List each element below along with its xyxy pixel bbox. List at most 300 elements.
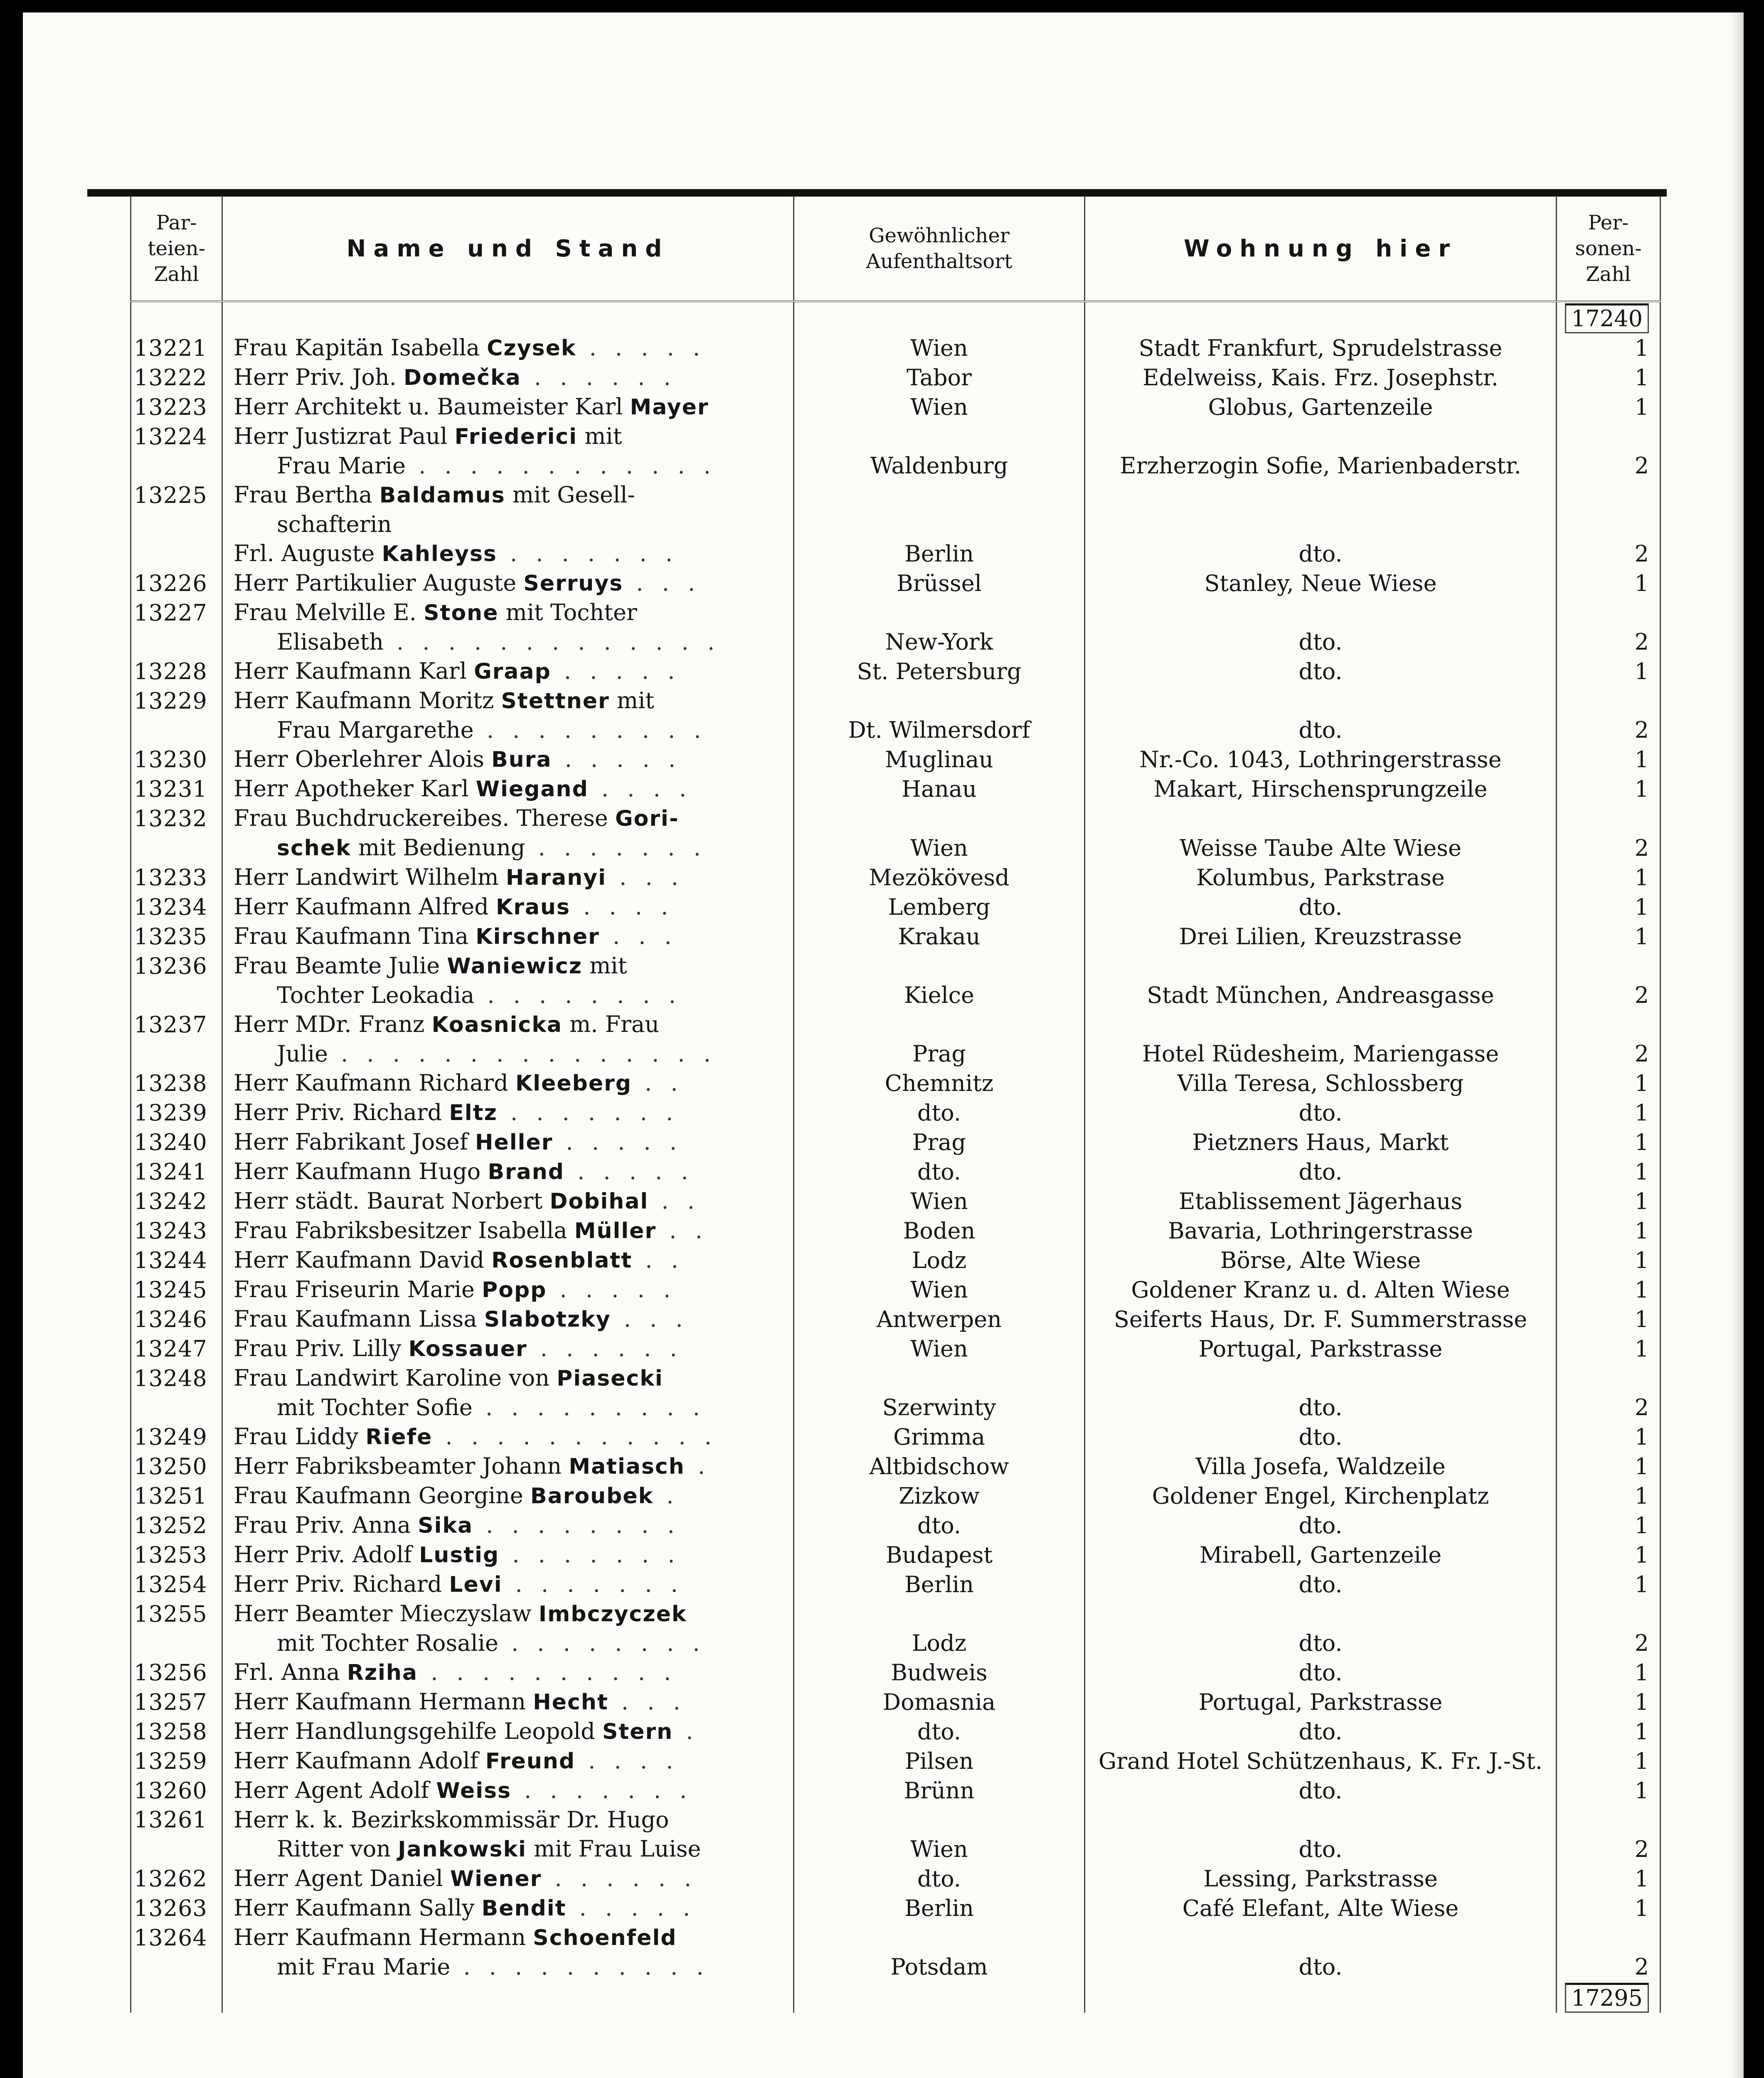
person-count: 1 [1557,1275,1661,1305]
lodging: dto. [1085,1717,1557,1746]
name-text: Herr Kaufmann Karl [234,658,474,684]
name-text: Frau Liddy [234,1423,366,1450]
table-row [131,451,1661,480]
person-count: 2 [1557,539,1661,569]
surname: schek [277,836,351,861]
person-count: 1 [1557,1422,1661,1452]
lodging: Mirabell, Gartenzeile [1085,1540,1557,1570]
empty-cell [131,1982,222,2013]
name-text: Herr Justizrat Paul [234,423,455,449]
guest-name [222,1452,794,1481]
table-row [131,1069,1661,1098]
surname: Kirschner [475,924,600,949]
table-row [131,1540,1661,1570]
party-number: 13249 [131,1422,222,1452]
usual-residence [794,1805,1085,1834]
leader-dots: . . . . [575,1748,679,1774]
table-row [131,1422,1661,1452]
name-text: Frau Kaufmann Georgine [234,1482,530,1509]
table-row [131,480,1661,510]
guest-name [222,951,794,981]
name-text: Herr k. k. Bezirkskommissär Dr. Hugo [234,1807,669,1833]
leader-dots: . . . . . . . [502,1571,684,1597]
surname: Jankowski [398,1837,527,1862]
lodging: Globus, Gartenzeile [1085,392,1557,422]
lodging [1085,1364,1557,1393]
leader-dots: . . . . . . . . . [472,1394,706,1421]
party-number: 13236 [131,951,222,981]
table-row [131,981,1661,1010]
leader-dots: . . [656,1217,708,1243]
table-row [131,1687,1661,1717]
party-number: 13247 [131,1334,222,1364]
table-row [131,745,1661,774]
guest-name [222,333,794,363]
carry-out-cell [1557,1982,1661,2013]
guest-name [222,1481,794,1511]
lodging: dto. [1085,657,1557,686]
guest-name [222,1157,794,1187]
name-text: Herr Fabriksbeamter Johann [234,1453,569,1479]
name-suffix: mit [582,953,627,979]
person-count: 1 [1557,1511,1661,1540]
person-count: 1 [1557,1334,1661,1364]
surname: Graap [474,659,551,684]
table-row [131,539,1661,569]
guest-name [222,1187,794,1216]
surname: Piasecki [557,1366,663,1391]
usual-residence: Berlin [794,1893,1085,1923]
lodging: Makart, Hirschensprungzeile [1085,774,1557,804]
usual-residence: Tabor [794,363,1085,392]
guest-name [222,1952,794,1982]
usual-residence: Potsdam [794,1952,1085,1982]
party-number: 13238 [131,1069,222,1098]
guest-name [222,1629,794,1658]
party-number: 13248 [131,1364,222,1393]
person-count: 2 [1557,1952,1661,1982]
name-text: Herr städt. Baurat Norbert [234,1188,550,1214]
leader-dots: . . [631,1070,684,1096]
guest-name [222,1364,794,1393]
lodging: dto. [1085,1952,1557,1982]
guest-name [222,1393,794,1422]
name-text: Frau Kapitän Isabella [234,335,487,361]
party-number [131,1952,222,1982]
party-number: 13250 [131,1452,222,1481]
usual-residence: Boden [794,1216,1085,1246]
person-count [1557,598,1661,628]
name-text: Frl. Auguste [234,540,382,566]
lodging: dto. [1085,539,1557,569]
guest-name [222,1039,794,1069]
guest-name [222,981,794,1010]
leader-dots: . . . . . [547,1276,677,1302]
surname: Sika [418,1513,473,1538]
name-text: Herr Partikulier Auguste [234,570,524,596]
surname: Dobihal [549,1189,649,1214]
usual-residence: Wien [794,1275,1085,1305]
table-row [131,422,1661,451]
usual-residence [794,1010,1085,1039]
party-number [131,1834,222,1864]
usual-residence: Brüssel [794,569,1085,598]
table-row [131,951,1661,981]
party-number: 13228 [131,657,222,686]
usual-residence: Muglinau [794,745,1085,774]
name-text: Frau Landwirt Karoline von [234,1365,557,1391]
lodging: Nr.-Co. 1043, Lothringerstrasse [1085,745,1557,774]
usual-residence: Lodz [794,1246,1085,1275]
guest-name [222,539,794,569]
guest-name [222,1540,794,1570]
guest-name [222,833,794,863]
guest-name [222,1128,794,1157]
name-text: Frl. Anna [234,1659,347,1685]
leader-dots: . . . . . . [521,364,677,390]
leader-dots: . . . . . . . . . . . . . . . [328,1041,717,1067]
table-row [131,1305,1661,1334]
lodging: dto. [1085,1570,1557,1599]
name-text: Frau Margarethe [277,717,474,743]
table-row [131,569,1661,598]
lodging: Erzherzogin Sofie, Marienbaderstr. [1085,451,1557,480]
lodging: Goldener Engel, Kirchenplatz [1085,1481,1557,1511]
name-text: Herr Kaufmann Moritz [234,687,501,714]
guest-name [222,804,794,833]
person-count: 2 [1557,1393,1661,1422]
name-text: Herr Kaufmann Hugo [234,1158,488,1184]
table-row [131,833,1661,863]
table-row [131,716,1661,745]
name-text: Herr Priv. Joh. [234,364,404,390]
usual-residence: Budweis [794,1658,1085,1687]
guest-name [222,1864,794,1893]
usual-residence [794,951,1085,981]
guest-name [222,863,794,892]
table-row [131,510,1661,539]
name-text: Herr Agent Adolf [234,1777,436,1803]
guest-name [222,1275,794,1305]
party-number: 13261 [131,1805,222,1834]
name-text: schafterin [277,511,392,537]
person-count: 1 [1557,1069,1661,1098]
lodging: Villa Josefa, Waldzeile [1085,1452,1557,1481]
lodging: dto. [1085,716,1557,745]
carry-out-total: 17295 [1565,1983,1649,2013]
surname: Freund [485,1749,576,1774]
surname: Baldamus [379,483,505,508]
usual-residence: dto. [794,1098,1085,1128]
table-row [131,863,1661,892]
surname: Gori- [615,806,679,831]
leader-dots: . . . . . [552,746,682,772]
table-row [131,392,1661,422]
lodging: Villa Teresa, Schlossberg [1085,1069,1557,1098]
party-number: 13234 [131,892,222,922]
surname: Koasnicka [431,1012,563,1037]
table-row [131,1216,1661,1246]
leader-dots: . . . . . [551,658,681,684]
lodging [1085,804,1557,833]
usual-residence: Domasnia [794,1687,1085,1717]
name-text: Herr Kaufmann Hermann [234,1689,533,1715]
person-count: 2 [1557,833,1661,863]
person-count: 2 [1557,628,1661,657]
leader-dots: . . . . . [576,335,706,361]
person-count: 1 [1557,363,1661,392]
surname: Kleeberg [515,1071,632,1096]
person-count: 1 [1557,1717,1661,1746]
party-number [131,628,222,657]
person-count: 1 [1557,863,1661,892]
leader-dots: . . . . . . . . . [473,717,707,743]
person-count: 2 [1557,981,1661,1010]
table-row [131,1334,1661,1364]
lodging [1085,1923,1557,1952]
leader-dots: . . . . [570,894,674,920]
lodging: Café Elefant, Alte Wiese [1085,1893,1557,1923]
name-text: Frau Priv. Anna [234,1512,418,1538]
surname: Rziha [347,1660,418,1685]
usual-residence: Szerwinty [794,1393,1085,1422]
surname: Schoenfeld [533,1925,677,1950]
person-count: 2 [1557,1834,1661,1864]
usual-residence: Wien [794,333,1085,363]
guest-name [222,422,794,451]
lodging: dto. [1085,1629,1557,1658]
name-text: Herr Kaufmann Richard [234,1070,515,1096]
guest-name [222,598,794,628]
guest-name [222,716,794,745]
leader-dots: . . . . . . . . [474,982,682,1008]
name-suffix: mit Frau Luise [527,1836,701,1862]
party-number: 13233 [131,863,222,892]
guest-name [222,510,794,539]
header-row [131,197,1661,301]
lodging: dto. [1085,1776,1557,1805]
table-row [131,1128,1661,1157]
lodging: Edelweiss, Kais. Frz. Josephstr. [1085,363,1557,392]
usual-residence: Wien [794,1187,1085,1216]
table-row [131,1393,1661,1422]
leader-dots: . . . . . . . [499,1541,681,1568]
lodging: dto. [1085,1658,1557,1687]
usual-residence [794,686,1085,716]
name-text: Herr Kaufmann Hermann [234,1924,533,1950]
usual-residence: Brünn [794,1776,1085,1805]
person-count [1557,686,1661,716]
party-number [131,1039,222,1069]
surname: Rosenblatt [491,1248,633,1273]
name-text: Julie [277,1041,328,1067]
table-row [131,1098,1661,1128]
person-count [1557,422,1661,451]
leader-dots: . . . [599,923,678,949]
guest-name [222,1923,794,1952]
usual-residence: Hanau [794,774,1085,804]
leader-dots: . . [632,1247,684,1273]
person-count: 2 [1557,1039,1661,1069]
usual-residence: Lemberg [794,892,1085,922]
guest-name [222,657,794,686]
lodging: dto. [1085,1393,1557,1422]
leader-dots: . . . [611,1306,689,1332]
person-count: 1 [1557,1864,1661,1893]
surname: Riefe [365,1425,433,1450]
person-count: 2 [1557,716,1661,745]
usual-residence: Kielce [794,981,1085,1010]
usual-residence: dto. [794,1511,1085,1540]
lodging [1085,510,1557,539]
guest-name [222,1893,794,1923]
person-count [1557,804,1661,833]
person-count [1557,1364,1661,1393]
leader-dots: . . . . . . . . . . [450,1954,710,1980]
lodging: Kolumbus, Parkstrase [1085,863,1557,892]
name-text: Herr Priv. Adolf [234,1541,419,1568]
leader-dots: . . . . . . [542,1865,697,1891]
usual-residence: dto. [794,1864,1085,1893]
lodging: Weisse Taube Alte Wiese [1085,833,1557,863]
guest-name [222,1216,794,1246]
party-number: 13240 [131,1128,222,1157]
leader-dots: . [685,1453,711,1479]
party-number: 13258 [131,1717,222,1746]
lodging: Goldener Kranz u. d. Alten Wiese [1085,1275,1557,1305]
party-number: 13257 [131,1687,222,1717]
surname: Haranyi [505,865,606,890]
usual-residence: Wien [794,833,1085,863]
lodging [1085,598,1557,628]
person-count: 1 [1557,1098,1661,1128]
leader-dots: . [673,1718,699,1744]
usual-residence [794,1364,1085,1393]
lodging: Grand Hotel Schützenhaus, K. Fr. J.-St. [1085,1746,1557,1776]
party-number: 13224 [131,422,222,451]
party-number: 13226 [131,569,222,598]
name-text: Herr Kaufmann Sally [234,1895,482,1921]
party-number [131,833,222,863]
leader-dots: . [653,1482,680,1509]
table-row [131,657,1661,686]
party-number: 13243 [131,1216,222,1246]
table-row [131,1599,1661,1629]
name-text: Frau Friseurin Marie [234,1276,482,1302]
lodging: Drei Lilien, Kreuzstrasse [1085,922,1557,951]
surname: Hecht [533,1690,609,1715]
table-row [131,1893,1661,1923]
lodging: dto. [1085,1834,1557,1864]
name-text: Herr Handlungsgehilfe Leopold [234,1718,602,1744]
party-number: 13254 [131,1570,222,1599]
guest-name [222,1570,794,1599]
surname: Brand [488,1160,565,1184]
usual-residence: Zizkow [794,1481,1085,1511]
party-number: 13239 [131,1098,222,1128]
guest-name [222,480,794,510]
surname: Bura [491,747,552,772]
party-number: 13241 [131,1157,222,1187]
person-count: 1 [1557,333,1661,363]
guest-name [222,451,794,480]
party-number: 13235 [131,922,222,951]
lodging: Stanley, Neue Wiese [1085,569,1557,598]
leader-dots: . . . . . [564,1158,694,1184]
name-suffix: mit [577,423,622,449]
usual-residence: Prag [794,1039,1085,1069]
usual-residence: Pilsen [794,1746,1085,1776]
name-text: Herr Fabrikant Josef [234,1129,475,1155]
leader-dots: . . . . . . [527,1335,683,1362]
surname: Levi [449,1572,503,1597]
guest-name [222,1422,794,1452]
name-text: Herr MDr. Franz [234,1011,432,1037]
header-usual-residence: Gewöhnlicher Aufenthaltsort [794,197,1085,301]
header-name-and-status: Name und Stand [222,197,794,301]
usual-residence [794,804,1085,833]
person-count: 1 [1557,1570,1661,1599]
guest-name [222,1746,794,1776]
guest-name [222,1599,794,1629]
usual-residence: Prag [794,1128,1085,1157]
name-text: mit Tochter Sofie [277,1394,473,1421]
party-number [131,451,222,480]
lodging: Portugal, Parkstrasse [1085,1687,1557,1717]
usual-residence: Lodz [794,1629,1085,1658]
leader-dots: . . . . . . . [497,540,679,566]
table-row [131,1805,1661,1834]
name-text: Frau Priv. Lilly [234,1335,409,1362]
header-lodging-here: Wohnung hier [1085,197,1557,301]
usual-residence [794,422,1085,451]
guest-name [222,1334,794,1364]
name-suffix: m. Frau [562,1011,659,1037]
person-count: 1 [1557,745,1661,774]
person-count: 1 [1557,1481,1661,1511]
usual-residence [794,510,1085,539]
party-number: 13230 [131,745,222,774]
table-row [131,1275,1661,1305]
surname: Wiener [450,1866,542,1891]
table-row [131,1246,1661,1275]
lodging: Stadt Frankfurt, Sprudelstrasse [1085,333,1557,363]
usual-residence: Altbidschow [794,1452,1085,1481]
table-row [131,804,1661,833]
surname: Slabotzky [484,1307,611,1332]
usual-residence: Wien [794,392,1085,422]
party-number: 13246 [131,1305,222,1334]
table-row [131,892,1661,922]
party-number: 13264 [131,1923,222,1952]
leader-dots: . . . . . . . . . . . [432,1423,718,1450]
name-text: Herr Oberlehrer Alois [234,746,492,772]
party-number: 13253 [131,1540,222,1570]
table-row [131,1776,1661,1805]
party-number: 13256 [131,1658,222,1687]
surname: Kossauer [408,1337,527,1362]
surname: Heller [475,1130,553,1155]
lodging [1085,422,1557,451]
usual-residence: Waldenburg [794,451,1085,480]
lodging [1085,1010,1557,1039]
name-text: Frau Melville E. [234,599,424,625]
table-row [131,686,1661,716]
person-count: 1 [1557,1305,1661,1334]
person-count: 1 [1557,1246,1661,1275]
guest-name [222,1098,794,1128]
name-text: Herr Architekt u. Baumeister Karl [234,394,630,420]
